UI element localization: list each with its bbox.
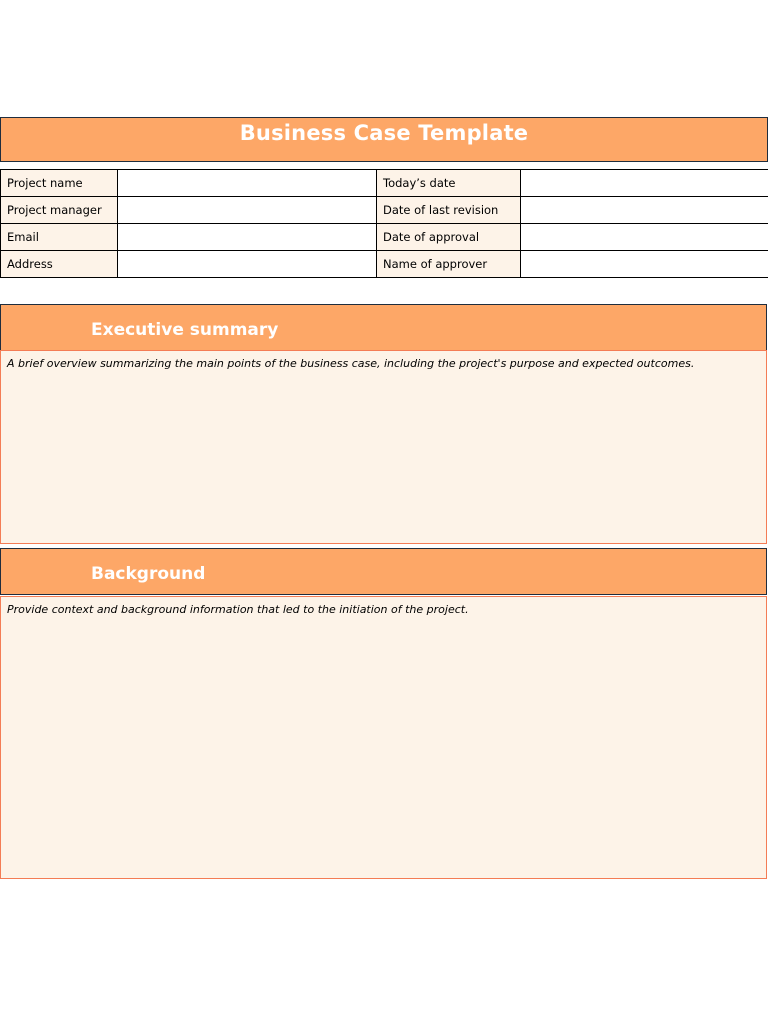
project-manager-label: Project manager — [1, 197, 118, 224]
executive-summary-body[interactable] — [0, 350, 767, 544]
background-body[interactable] — [0, 596, 767, 879]
approver-name-label: Name of approver — [377, 251, 521, 278]
address-label: Address — [1, 251, 118, 278]
last-revision-date-label: Date of last revision — [377, 197, 521, 224]
email-field[interactable] — [118, 224, 377, 251]
todays-date-field[interactable] — [521, 170, 768, 197]
document-title: Business Case Template — [239, 121, 529, 145]
approver-name-field[interactable] — [521, 251, 768, 278]
approval-date-label: Date of approval — [377, 224, 521, 251]
background-title: Background — [91, 564, 206, 584]
background-header — [0, 548, 767, 595]
executive-summary-hint: A brief overview summarizing the main points of the business case, including the project's purpose and expected outcomes. — [7, 357, 695, 370]
title-banner — [0, 117, 768, 162]
todays-date-label: Today’s date — [377, 170, 521, 197]
email-label: Email — [1, 224, 118, 251]
background-hint: Provide context and background information that led to the initiation of the project. — [7, 603, 469, 616]
executive-summary-header — [0, 304, 767, 351]
last-revision-date-field[interactable] — [521, 197, 768, 224]
table-row — [1, 197, 768, 224]
project-name-field[interactable] — [118, 170, 377, 197]
table-row — [1, 224, 768, 251]
project-name-label: Project name — [1, 170, 118, 197]
approval-date-field[interactable] — [521, 224, 768, 251]
address-field[interactable] — [118, 251, 377, 278]
table-row — [1, 170, 768, 197]
project-manager-field[interactable] — [118, 197, 377, 224]
table-row — [1, 251, 768, 278]
project-info-table — [0, 169, 768, 278]
executive-summary-title: Executive summary — [91, 320, 279, 340]
